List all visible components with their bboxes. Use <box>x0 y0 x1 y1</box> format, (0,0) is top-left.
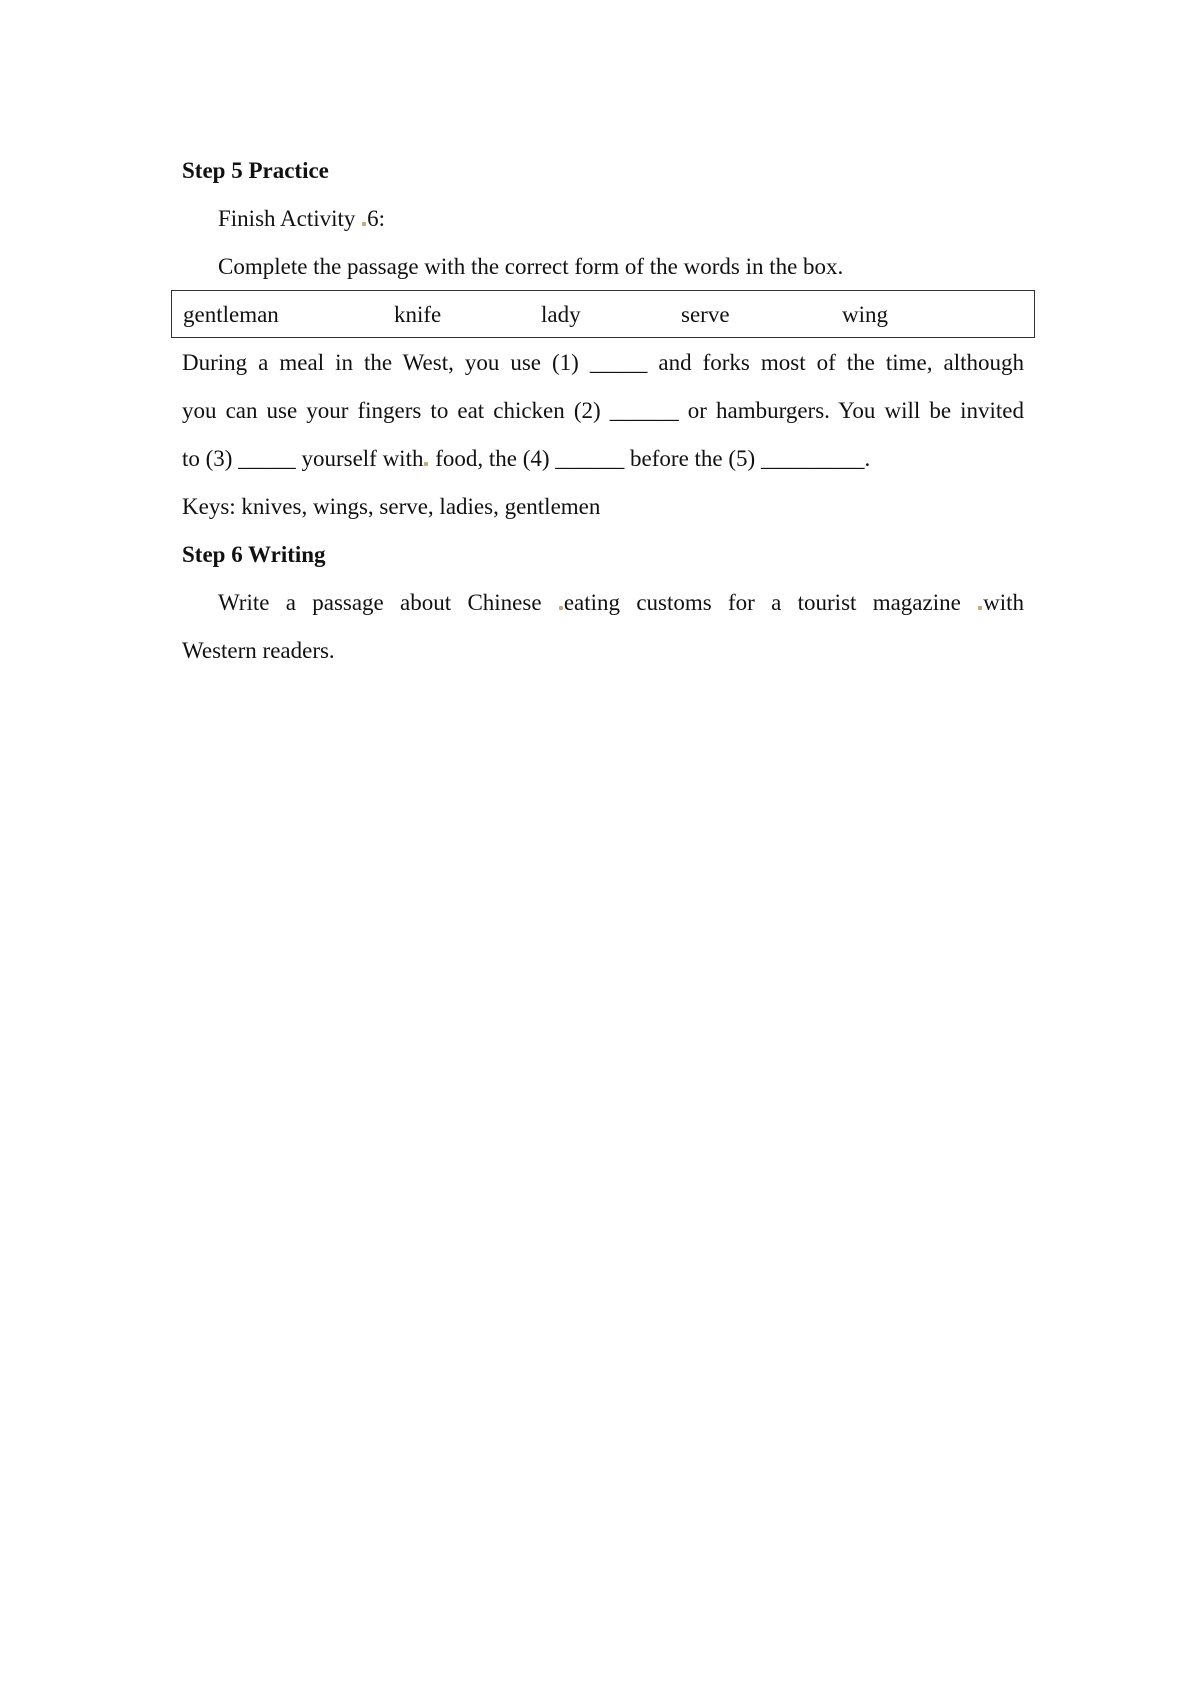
passage-line-3-start: to (3) _____ yourself with <box>182 446 424 471</box>
comment-marker-icon <box>424 462 428 466</box>
comment-marker-icon <box>362 222 366 226</box>
passage-line-3-end: food, the (4) ______ before the (5) _________. <box>429 446 871 471</box>
passage-line-3 <box>182 445 1024 473</box>
word-box-item: knife <box>394 302 442 327</box>
writing-text-b: eating customs for a tourist magazine <box>563 590 978 615</box>
writing-text-a: Write a passage about Chinese <box>218 590 558 615</box>
activity-number: 6: <box>367 206 386 231</box>
word-box-item: serve <box>681 302 730 327</box>
comment-marker-icon <box>978 606 982 610</box>
passage-line-2: you can use your fingers to eat chicken (2) ______ or hamburgers. You will be invited <box>182 398 1024 423</box>
step6-heading: Step 6 Writing <box>182 542 326 567</box>
word-box-item: lady <box>541 302 581 327</box>
writing-text-c: with <box>983 590 1024 615</box>
activity-line <box>182 205 1024 233</box>
writing-line-1 <box>182 589 1024 617</box>
comment-marker-icon <box>559 606 563 610</box>
step5-heading: Step 5 Practice <box>182 158 329 183</box>
activity-prefix: Finish Activity <box>218 206 362 231</box>
word-box-item: gentleman <box>183 302 279 327</box>
writing-line-2: Western readers. <box>182 638 335 663</box>
word-box-item: wing <box>842 302 888 327</box>
answer-keys: Keys: knives, wings, serve, ladies, gentlemen <box>182 494 601 519</box>
instruction-text: Complete the passage with the correct form of the words in the box. <box>218 254 844 279</box>
word-box <box>171 290 1035 338</box>
passage-line-1: During a meal in the West, you use (1) _____ and forks most of the time, although <box>182 350 1024 375</box>
